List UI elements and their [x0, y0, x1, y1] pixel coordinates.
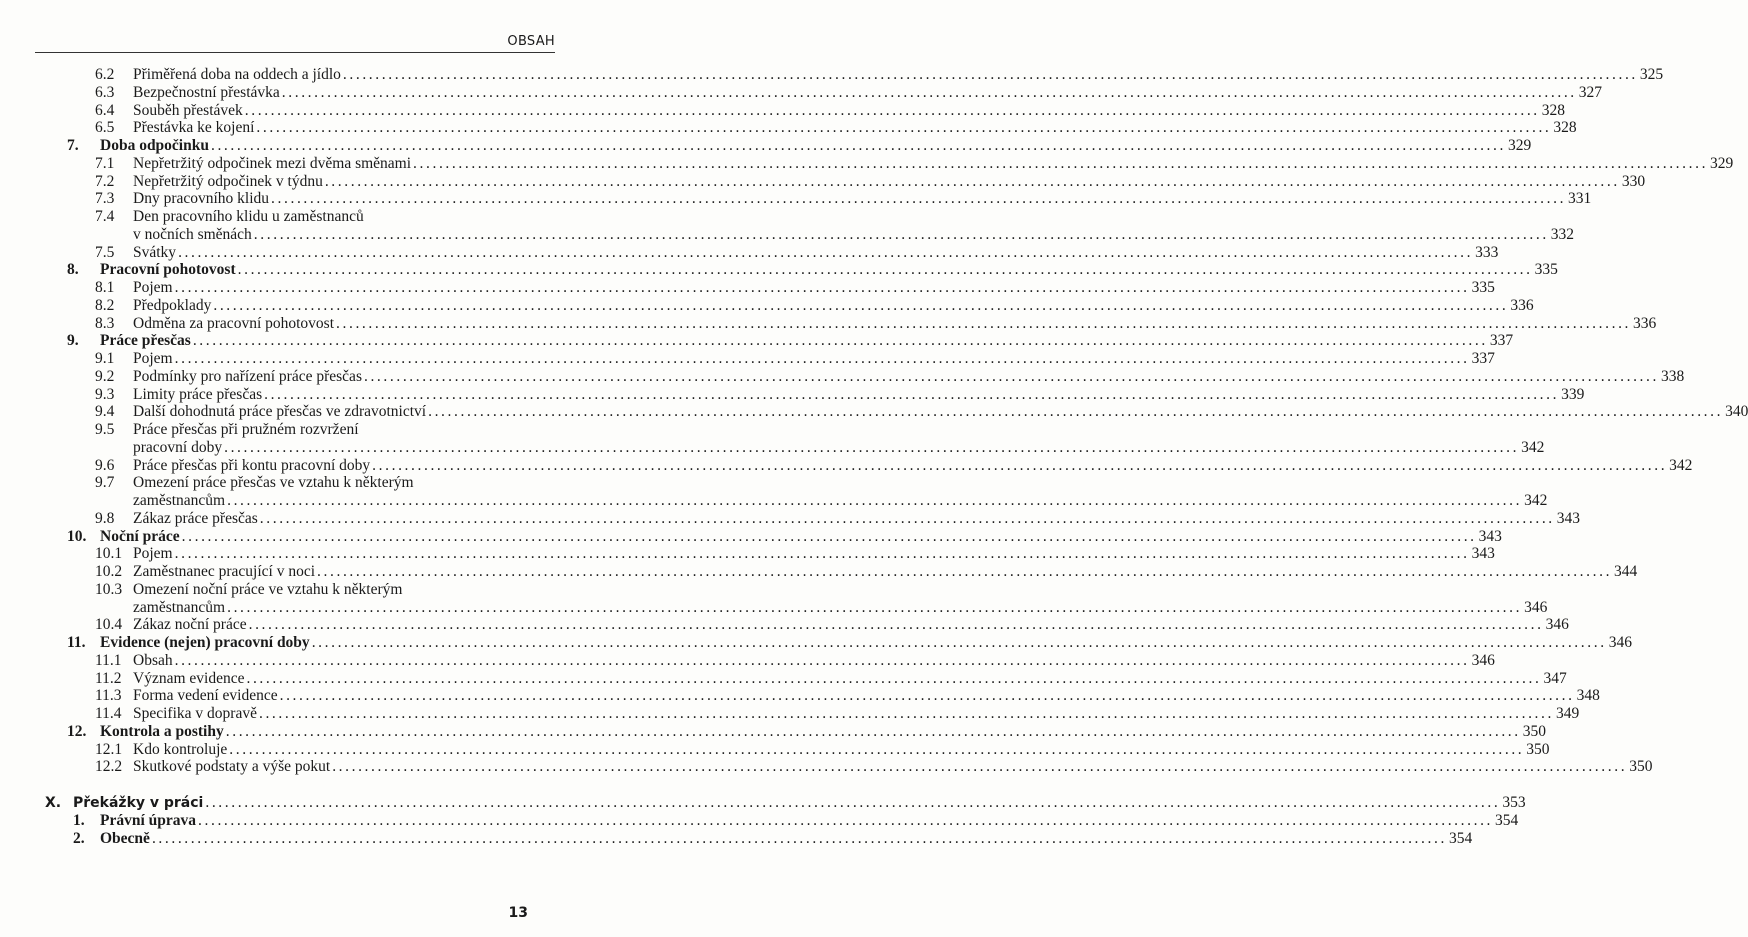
entry-title: Omezení práce přesčas ve vztahu k některým [133, 474, 414, 492]
toc-entry[interactable] [0, 385, 1585, 404]
entry-number: 11.1 [95, 651, 122, 669]
entry-number: 9.6 [95, 456, 115, 474]
entry-page: 350 [1526, 740, 1550, 758]
toc-entry[interactable] [0, 367, 1685, 386]
entry-title: Právní úprava [100, 811, 197, 829]
toc-entry[interactable] [0, 208, 600, 226]
entry-number: 9.3 [95, 385, 115, 403]
entry-number: 10.3 [95, 580, 123, 598]
toc-entry[interactable] [0, 403, 1748, 421]
entry-title: Práce přesčas při kontu pracovní doby [133, 456, 371, 474]
entry-title: Pojem [133, 279, 173, 296]
toc-entry[interactable] [0, 687, 1600, 705]
entry-title: Bezpečnostní přestávka [133, 83, 280, 101]
entry-title: Přiměřená doba na oddech a jídlo [133, 66, 341, 83]
toc-entry[interactable] [0, 634, 1632, 652]
dot-leader: ........................................................................................................................................................................................................ [237, 261, 1533, 279]
entry-number: 8.3 [95, 314, 115, 332]
entry-title: Práce přesčas [100, 332, 191, 350]
toc-entry[interactable] [0, 598, 1548, 617]
toc-entry[interactable] [0, 563, 1638, 581]
toc-entry[interactable] [0, 829, 1473, 848]
entry-title: Odměna za pracovní pohotovost [133, 314, 335, 332]
dot-leader: ........................................................................................................................................................................................................ [324, 172, 1620, 190]
entry-title: zaměstnancům [133, 598, 226, 616]
toc-entry[interactable] [0, 545, 1495, 563]
toc-entry[interactable] [0, 225, 1575, 244]
dot-leader: ........................................................................................................................................................................................................ [279, 687, 1575, 705]
dot-leader: ........................................................................................................................................................................................................ [151, 829, 1447, 847]
entry-page: 346 [1524, 598, 1548, 616]
dot-leader: ........................................................................................................................................................................................................ [253, 225, 1549, 243]
entry-number: 10.2 [95, 563, 123, 580]
entry-title: Zákaz práce přesčas [133, 509, 258, 527]
entry-page: 333 [1475, 243, 1499, 261]
toc-entry[interactable] [0, 279, 1495, 297]
entry-number: 8. [67, 261, 79, 279]
entry-number: 7.1 [95, 154, 115, 172]
entry-page: 331 [1568, 190, 1592, 208]
entry-page: 335 [1534, 261, 1558, 279]
table-of-contents [0, 66, 1748, 847]
entry-page: 337 [1489, 332, 1514, 350]
entry-title: pracovní doby [133, 438, 223, 456]
entry-page: 346 [1608, 634, 1632, 651]
entry-number: 2. [73, 829, 85, 847]
toc-entry[interactable] [0, 722, 1546, 741]
page-number: 13 [508, 905, 528, 921]
entry-number: 6.2 [95, 66, 115, 83]
entry-number: 1. [73, 811, 85, 829]
entry-number: 7.4 [95, 208, 115, 225]
entry-title: Skutkové podstaty a výše pokut [133, 758, 331, 776]
dot-leader: ........................................................................................................................................................................................................ [259, 509, 1555, 527]
entry-number: 11.2 [95, 669, 122, 687]
toc-entry[interactable] [0, 492, 1548, 510]
entry-number: 10. [67, 527, 87, 545]
entry-number: 9.1 [95, 350, 115, 367]
toc-entry[interactable] [0, 243, 1499, 262]
spacer [0, 776, 600, 794]
entry-page: 337 [1471, 350, 1495, 367]
toc-entry[interactable] [0, 669, 1567, 688]
entry-page: 339 [1561, 385, 1585, 403]
toc-entry[interactable] [0, 83, 1603, 102]
dot-leader: ........................................................................................................................................................................................................ [227, 492, 1523, 509]
dot-leader: ........................................................................................................................................................................................................ [256, 119, 1552, 137]
entry-page: 349 [1555, 705, 1580, 722]
dot-leader: ........................................................................................................................................................................................................ [271, 190, 1567, 208]
entry-number: 12.2 [95, 758, 123, 776]
toc-entry[interactable] [0, 172, 1646, 191]
dot-leader: ........................................................................................................................................................................................................ [317, 563, 1613, 580]
entry-number: 12.1 [95, 740, 123, 758]
toc-entry[interactable] [0, 794, 1526, 812]
entry-title: Obsah [133, 651, 173, 669]
toc-entry[interactable] [0, 616, 1569, 634]
entry-page: 329 [1710, 154, 1734, 172]
dot-leader: ........................................................................................................................................................................................................ [174, 350, 1470, 367]
entry-title: Svátky [133, 243, 177, 261]
entry-page: 335 [1471, 279, 1495, 296]
entry-title: Noční práce [100, 527, 180, 545]
dot-leader: ........................................................................................................................................................................................................ [246, 669, 1542, 687]
toc-entry[interactable] [0, 154, 1734, 173]
entry-number: 11.4 [95, 705, 122, 722]
entry-number: 9.5 [95, 421, 115, 438]
toc-entry[interactable] [0, 137, 1532, 155]
dot-leader: ........................................................................................................................................................................................................ [372, 456, 1668, 474]
header-rule [35, 52, 555, 53]
dot-leader: ........................................................................................................................................................................................................ [174, 279, 1470, 296]
entry-title: Doba odpočinku [100, 137, 209, 154]
entry-title: Význam evidence [133, 669, 245, 687]
entry-page: 327 [1578, 83, 1603, 101]
entry-title: Zákaz noční práce [133, 616, 247, 634]
toc-entry[interactable] [0, 438, 1545, 457]
entry-page: 328 [1553, 119, 1577, 137]
dot-leader: ........................................................................................................................................................................................................ [248, 616, 1544, 634]
entry-title: Limity práce přesčas [133, 385, 263, 403]
dot-leader: ........................................................................................................................................................................................................ [178, 243, 1474, 261]
entry-number: 6.5 [95, 119, 115, 137]
dot-leader: ........................................................................................................................................................................................................ [332, 758, 1628, 776]
dot-leader: ........................................................................................................................................................................................................ [229, 740, 1525, 758]
toc-entry[interactable] [0, 527, 1502, 546]
entry-page: 354 [1448, 829, 1473, 847]
entry-number: 11. [67, 634, 86, 651]
entry-title: Obecně [100, 829, 150, 847]
dot-leader: ........................................................................................................................................................................................................ [174, 651, 1470, 669]
entry-number: 7.3 [95, 190, 115, 208]
entry-number: X. [45, 795, 62, 811]
toc-entry[interactable] [0, 66, 1664, 84]
entry-number: 10.4 [95, 616, 123, 634]
entry-title: Pojem [133, 350, 173, 367]
entry-title: Překážky v práci [73, 795, 204, 811]
entry-page: 350 [1522, 722, 1546, 740]
entry-title: Souběh přestávek [133, 101, 243, 119]
dot-leader: ........................................................................................................................................................................................................ [363, 367, 1659, 385]
entry-title: Omezení noční práce ve vztahu k některým [133, 580, 403, 598]
entry-page: 343 [1556, 509, 1581, 527]
toc-entry[interactable] [0, 456, 1693, 475]
running-header: OBSAH [507, 34, 555, 49]
entry-title: Pojem [133, 545, 173, 563]
toc-entry[interactable] [0, 190, 1592, 208]
dot-leader: ........................................................................................................................................................................................................ [227, 598, 1523, 616]
entry-title: Nepřetržitý odpočinek v týdnu [133, 172, 323, 190]
dot-leader: ........................................................................................................................................................................................................ [264, 385, 1560, 403]
entry-title: Kdo kontroluje [133, 740, 228, 758]
entry-number: 7. [67, 137, 79, 154]
dot-leader: ........................................................................................................................................................................................................ [210, 137, 1506, 154]
entry-page: 342 [1669, 456, 1693, 474]
entry-page: 346 [1545, 616, 1569, 634]
toc-entry[interactable] [0, 651, 1495, 670]
dot-leader: ........................................................................................................................................................................................................ [225, 722, 1521, 740]
dot-leader: ........................................................................................................................................................................................................ [198, 811, 1494, 829]
dot-leader: ........................................................................................................................................................................................................ [181, 527, 1477, 545]
toc-entry[interactable] [0, 421, 600, 439]
dot-leader: ........................................................................................................................................................................................................ [244, 101, 1540, 119]
dot-leader: ........................................................................................................................................................................................................ [342, 66, 1638, 83]
entry-title: Dny pracovního klidu [133, 190, 270, 208]
entry-number: 8.2 [95, 296, 115, 314]
toc-entry[interactable] [0, 758, 1653, 776]
entry-page: 342 [1524, 492, 1548, 509]
toc-entry[interactable] [0, 101, 1566, 120]
entry-title: Forma vedení evidence [133, 687, 278, 705]
entry-title: Práce přesčas při pružném rozvržení [133, 421, 359, 438]
entry-number: 11.3 [95, 687, 122, 705]
entry-page: 348 [1576, 687, 1600, 705]
entry-number: 6.4 [95, 101, 115, 119]
entry-page: 347 [1543, 669, 1567, 687]
entry-number: 8.1 [95, 279, 115, 296]
dot-leader: ........................................................................................................................................................................................................ [413, 154, 1709, 172]
toc-entry[interactable] [0, 581, 600, 599]
entry-title: Zaměstnanec pracující v noci [133, 563, 316, 580]
entry-page: 332 [1550, 225, 1575, 243]
toc-entry[interactable] [0, 261, 1558, 279]
entry-title: Pracovní pohotovost [100, 261, 236, 279]
entry-title: Podmínky pro nařízení práce přesčas [133, 367, 362, 385]
dot-leader: ........................................................................................................................................................................................................ [258, 705, 1554, 722]
dot-leader: ........................................................................................................................................................................................................ [213, 296, 1509, 314]
entry-page: 338 [1660, 367, 1685, 385]
entry-number: 9.8 [95, 509, 115, 527]
entry-page: 336 [1633, 314, 1657, 332]
entry-number: 7.5 [95, 243, 115, 261]
entry-number: 12. [67, 722, 87, 740]
entry-page: 336 [1510, 296, 1534, 314]
entry-title: Den pracovního klidu u zaměstnanců [133, 208, 364, 225]
entry-page: 329 [1507, 137, 1532, 154]
entry-number: 9. [67, 332, 79, 350]
entry-title: Nepřetržitý odpočinek mezi dvěma směnami [133, 154, 412, 172]
toc-entry[interactable] [0, 740, 1550, 759]
entry-page: 328 [1541, 101, 1566, 119]
toc-entry[interactable] [0, 296, 1534, 315]
dot-leader: ........................................................................................................................................................................................................ [174, 545, 1470, 563]
entry-page: 330 [1621, 172, 1646, 190]
entry-page: 343 [1471, 545, 1495, 563]
toc-entry[interactable] [0, 811, 1519, 830]
dot-leader: ........................................................................................................................................................................................................ [336, 314, 1632, 332]
dot-leader: ........................................................................................................................................................................................................ [192, 332, 1488, 350]
dot-leader: ........................................................................................................................................................................................................ [224, 438, 1520, 456]
toc-entry[interactable] [0, 314, 1657, 333]
entry-page: 354 [1495, 811, 1519, 829]
entry-title: Specifika v dopravě [133, 705, 257, 722]
entry-page: 340 [1725, 403, 1748, 421]
entry-page: 353 [1502, 794, 1526, 811]
entry-title: Evidence (nejen) pracovní doby [100, 634, 310, 651]
toc-entry[interactable] [0, 509, 1581, 528]
entry-title: v nočních směnách [133, 225, 252, 243]
entry-number: 9.7 [95, 474, 115, 492]
entry-page: 342 [1521, 438, 1545, 456]
entry-page: 350 [1629, 758, 1653, 776]
entry-title: Předpoklady [133, 296, 212, 314]
dot-leader: ........................................................................................................................................................................................................ [428, 403, 1724, 421]
toc-entry[interactable] [0, 705, 1580, 723]
dot-leader: ........................................................................................................................................................................................................ [281, 83, 1577, 101]
entry-page: 344 [1614, 563, 1638, 580]
entry-title: Další dohodnutá práce přesčas ve zdravotnictví [133, 403, 427, 421]
dot-leader: ........................................................................................................................................................................................................ [311, 634, 1607, 651]
entry-page: 346 [1471, 651, 1495, 669]
entry-title: zaměstnancům [133, 492, 226, 509]
entry-number: 9.4 [95, 403, 115, 421]
entry-number: 7.2 [95, 172, 115, 190]
entry-page: 343 [1478, 527, 1502, 545]
toc-entry[interactable] [0, 119, 1577, 137]
entry-number: 10.1 [95, 545, 123, 563]
toc-entry[interactable] [0, 350, 1495, 368]
entry-page: 325 [1639, 66, 1664, 83]
toc-entry[interactable] [0, 474, 600, 492]
entry-title: Kontrola a postihy [100, 722, 224, 740]
entry-number: 6.3 [95, 83, 115, 101]
toc-entry[interactable] [0, 332, 1514, 350]
entry-number: 9.2 [95, 367, 115, 385]
entry-title: Přestávka ke kojení [133, 119, 255, 137]
dot-leader: ........................................................................................................................................................................................................ [205, 794, 1501, 811]
